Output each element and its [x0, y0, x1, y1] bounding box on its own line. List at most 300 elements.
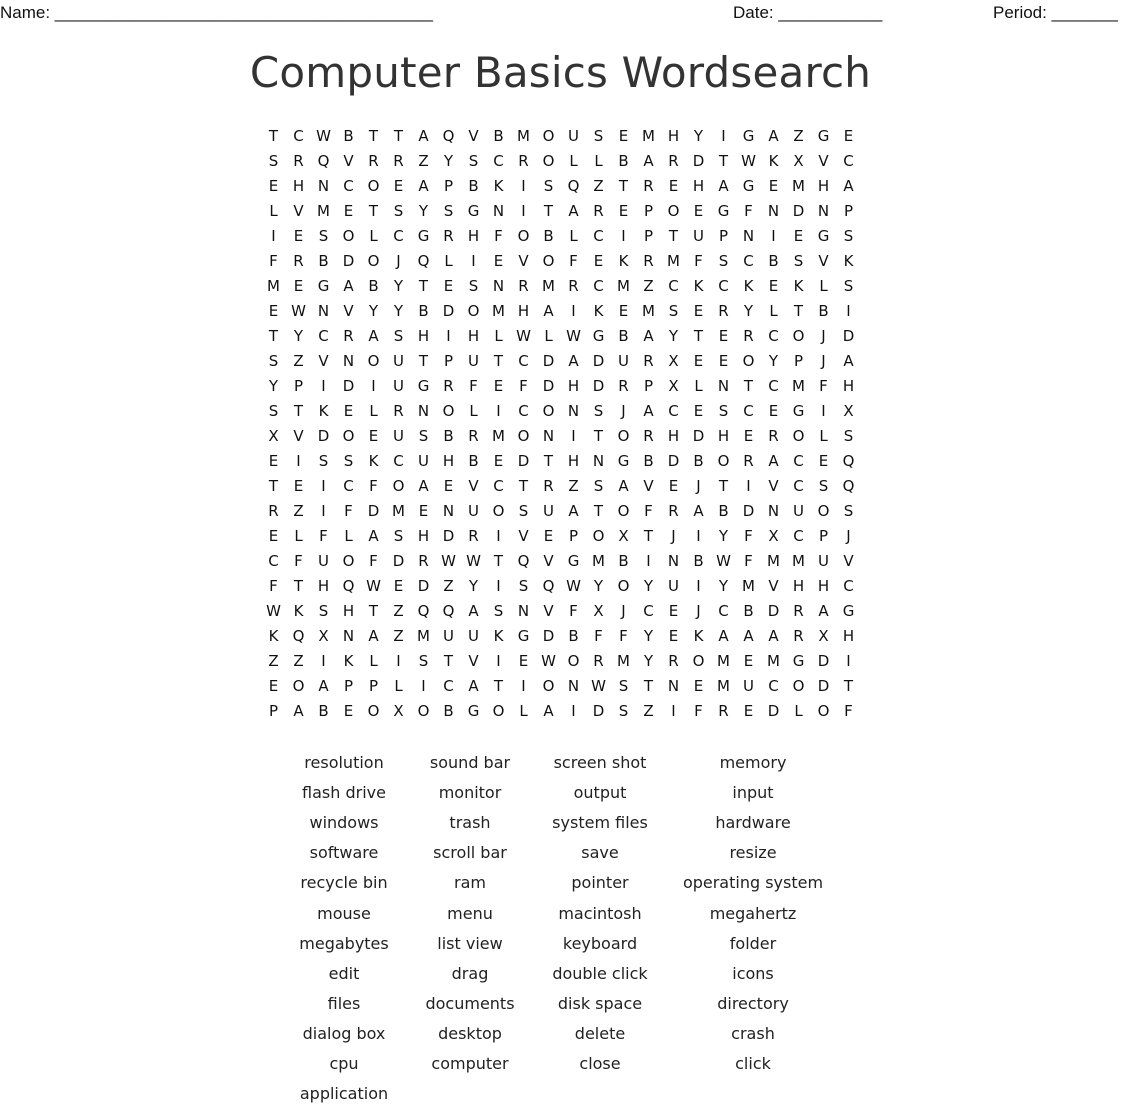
grid-row — [261, 249, 861, 274]
grid-letter: N — [567, 402, 580, 420]
grid-letter: E — [693, 402, 704, 420]
grid-letter: D — [517, 452, 530, 470]
grid-letter: F — [619, 627, 628, 645]
grid-letter: R — [718, 302, 729, 320]
grid-letter: C — [743, 402, 754, 420]
grid-letter: U — [568, 127, 579, 145]
grid-letter: C — [768, 377, 779, 395]
grid-letter: V — [343, 152, 354, 170]
grid-letter: P — [568, 527, 579, 545]
grid-letter: R — [743, 327, 754, 345]
grid-letter: W — [316, 127, 331, 145]
grid-letter: G — [842, 602, 855, 620]
word-list-item: list view — [437, 933, 503, 953]
grid-letter: Q — [567, 177, 580, 195]
grid-letter: R — [668, 652, 679, 670]
grid-letter: S — [318, 452, 329, 470]
grid-letter: K — [693, 627, 704, 645]
grid-letter: E — [668, 177, 679, 195]
grid-letter: R — [643, 252, 654, 270]
grid-letter: C — [643, 602, 654, 620]
grid-letter: Q — [542, 577, 555, 595]
grid-letter: C — [668, 277, 679, 295]
grid-letter: E — [718, 327, 729, 345]
grid-letter: H — [342, 602, 355, 620]
grid-letter: H — [792, 577, 805, 595]
grid-letter: Q — [442, 127, 455, 145]
grid-letter: E — [443, 477, 454, 495]
grid-letter: A — [543, 302, 554, 320]
grid-letter: L — [494, 327, 503, 345]
grid-letter: I — [321, 502, 326, 520]
grid-letter: K — [768, 152, 779, 170]
grid-letter: F — [269, 252, 278, 270]
grid-letter: I — [521, 677, 526, 695]
grid-letter: E — [368, 427, 379, 445]
grid-letter: A — [568, 502, 579, 520]
grid-letter: I — [371, 377, 376, 395]
grid-letter: U — [443, 627, 454, 645]
grid-letter: Y — [393, 302, 404, 320]
grid-letter: V — [518, 527, 529, 545]
grid-letter: V — [818, 252, 829, 270]
grid-letter: J — [621, 402, 626, 420]
grid-letter: M — [517, 127, 530, 145]
grid-letter: X — [768, 527, 779, 545]
grid-letter: I — [746, 477, 751, 495]
grid-row — [261, 599, 861, 624]
grid-letter: O — [717, 452, 730, 470]
grid-letter: I — [821, 402, 826, 420]
grid-letter: C — [318, 327, 329, 345]
grid-letter: B — [818, 302, 829, 320]
grid-letter: R — [568, 277, 579, 295]
grid-letter: C — [793, 452, 804, 470]
grid-letter: R — [543, 477, 554, 495]
grid-letter: S — [318, 602, 329, 620]
grid-letter: E — [743, 427, 754, 445]
grid-letter: A — [718, 627, 729, 645]
grid-letter: F — [819, 377, 828, 395]
grid-letter: L — [594, 152, 603, 170]
grid-letter: V — [543, 552, 554, 570]
grid-letter: U — [418, 452, 429, 470]
grid-letter: R — [768, 427, 779, 445]
grid-letter: I — [396, 652, 401, 670]
grid-letter: A — [768, 452, 779, 470]
grid-letter: N — [717, 377, 730, 395]
grid-letter: S — [268, 352, 279, 370]
grid-letter: E — [793, 227, 804, 245]
grid-letter: A — [343, 277, 354, 295]
grid-letter: W — [716, 552, 731, 570]
grid-letter: O — [542, 402, 555, 420]
grid-letter: E — [768, 277, 779, 295]
grid-letter: T — [293, 577, 304, 595]
grid-row — [261, 474, 861, 499]
grid-letter: E — [693, 677, 704, 695]
grid-letter: A — [293, 702, 304, 720]
grid-letter: P — [643, 377, 654, 395]
grid-letter: L — [444, 252, 453, 270]
word-list-item: mouse — [317, 903, 371, 923]
grid-letter: I — [671, 702, 676, 720]
grid-letter: O — [367, 352, 380, 370]
word-list-item: resolution — [304, 753, 384, 772]
grid-letter: A — [843, 177, 854, 195]
word-list-item: monitor — [438, 783, 502, 803]
grid-letter: B — [318, 252, 329, 270]
word-list-item: input — [732, 783, 774, 803]
grid-letter: F — [294, 552, 303, 570]
grid-letter: A — [818, 602, 829, 620]
grid-letter: D — [792, 202, 805, 220]
grid-letter: O — [792, 327, 805, 345]
grid-letter: I — [496, 402, 501, 420]
grid-letter: C — [593, 277, 604, 295]
grid-letter: T — [268, 127, 279, 145]
word-list-item: files — [327, 993, 361, 1013]
grid-row — [261, 549, 861, 574]
grid-letter: O — [342, 227, 355, 245]
grid-letter: M — [792, 552, 805, 570]
grid-letter: D — [342, 377, 355, 395]
grid-letter: Y — [643, 627, 654, 645]
grid-row — [261, 499, 861, 524]
grid-letter: H — [667, 127, 680, 145]
grid-letter: C — [343, 177, 354, 195]
grid-letter: H — [692, 177, 705, 195]
grid-letter: Q — [292, 627, 305, 645]
grid-letter: A — [318, 677, 329, 695]
grid-letter: E — [618, 127, 629, 145]
grid-letter: E — [268, 177, 279, 195]
word-list-item: drag — [451, 963, 489, 983]
word-list-item: keyboard — [562, 933, 638, 953]
grid-letter: Y — [293, 327, 304, 345]
grid-letter: G — [417, 377, 430, 395]
grid-letter: A — [468, 677, 479, 695]
grid-letter: F — [369, 552, 378, 570]
grid-letter: R — [593, 652, 604, 670]
grid-letter: C — [443, 677, 454, 695]
grid-letter: P — [718, 227, 729, 245]
grid-letter: I — [696, 577, 701, 595]
grid-letter: A — [768, 627, 779, 645]
grid-letter: G — [467, 202, 480, 220]
grid-letter: C — [743, 252, 754, 270]
grid-letter: D — [442, 527, 455, 545]
grid-letter: R — [343, 327, 354, 345]
grid-letter: D — [367, 502, 380, 520]
grid-letter: M — [392, 502, 405, 520]
grid-letter: E — [293, 227, 304, 245]
grid-letter: W — [266, 602, 281, 620]
grid-letter: S — [268, 402, 279, 420]
grid-letter: V — [818, 152, 829, 170]
grid-letter: U — [668, 577, 679, 595]
grid-letter: B — [568, 627, 579, 645]
grid-letter: D — [692, 427, 705, 445]
grid-letter: D — [842, 327, 855, 345]
grid-letter: F — [744, 527, 753, 545]
grid-letter: D — [542, 352, 555, 370]
grid-letter: S — [843, 227, 854, 245]
word-list-item: ram — [454, 873, 486, 893]
grid-letter: H — [442, 452, 455, 470]
grid-letter: K — [293, 602, 304, 620]
grid-letter: P — [268, 702, 279, 720]
grid-letter: I — [521, 202, 526, 220]
grid-row — [261, 699, 861, 724]
grid-row — [261, 424, 861, 449]
grid-letter: N — [317, 302, 330, 320]
grid-letter: K — [618, 252, 629, 270]
word-list-item: double click — [552, 963, 648, 983]
grid-letter: E — [343, 702, 354, 720]
grid-letter: M — [717, 677, 730, 695]
grid-letter: X — [268, 427, 279, 445]
grid-row — [261, 449, 861, 474]
grid-letter: W — [516, 327, 531, 345]
grid-letter: L — [369, 652, 378, 670]
grid-letter: U — [618, 352, 629, 370]
grid-letter: T — [743, 377, 754, 395]
grid-letter: K — [593, 302, 604, 320]
grid-letter: A — [618, 477, 629, 495]
grid-letter: I — [496, 527, 501, 545]
grid-row — [261, 199, 861, 224]
grid-letter: F — [269, 577, 278, 595]
grid-letter: D — [317, 427, 330, 445]
grid-letter: Y — [718, 527, 729, 545]
grid-letter: E — [693, 352, 704, 370]
word-list-item: disk space — [557, 993, 643, 1013]
grid-letter: J — [671, 527, 676, 545]
grid-letter: Z — [293, 652, 304, 670]
grid-letter: W — [291, 302, 306, 320]
grid-letter: P — [443, 352, 454, 370]
grid-letter: T — [643, 677, 654, 695]
word-list-item: menu — [447, 903, 493, 923]
grid-letter: C — [768, 327, 779, 345]
grid-letter: H — [317, 577, 330, 595]
grid-letter: B — [343, 127, 354, 145]
grid-letter: A — [368, 527, 379, 545]
grid-letter: I — [646, 552, 651, 570]
grid-row — [261, 224, 861, 249]
grid-letter: A — [418, 477, 429, 495]
grid-letter: B — [618, 552, 629, 570]
grid-letter: E — [293, 477, 304, 495]
grid-letter: D — [592, 352, 605, 370]
grid-letter: Z — [293, 502, 304, 520]
grid-letter: A — [643, 152, 654, 170]
word-list-item: application — [299, 1084, 389, 1104]
grid-letter: H — [817, 177, 830, 195]
grid-letter: A — [643, 402, 654, 420]
grid-letter: D — [767, 602, 780, 620]
grid-letter: V — [543, 602, 554, 620]
word-list-item: sound bar — [429, 753, 511, 772]
grid-letter: T — [718, 477, 729, 495]
grid-letter: M — [267, 277, 280, 295]
grid-letter: H — [667, 427, 680, 445]
grid-letter: M — [742, 577, 755, 595]
grid-letter: S — [468, 152, 479, 170]
grid-letter: O — [492, 702, 505, 720]
grid-letter: H — [567, 452, 580, 470]
grid-letter: A — [568, 202, 579, 220]
word-list-item: operating system — [682, 873, 824, 893]
grid-letter: G — [567, 552, 580, 570]
grid-letter: R — [293, 252, 304, 270]
grid-letter: U — [468, 502, 479, 520]
grid-letter: U — [393, 352, 404, 370]
grid-letter: U — [743, 677, 754, 695]
word-list-item: flash drive — [302, 783, 386, 803]
grid-letter: I — [571, 427, 576, 445]
grid-letter: S — [793, 252, 804, 270]
grid-letter: L — [269, 202, 278, 220]
grid-letter: L — [794, 702, 803, 720]
grid-letter: B — [743, 602, 754, 620]
grid-letter: O — [542, 152, 555, 170]
grid-letter: G — [417, 227, 430, 245]
grid-letter: B — [643, 452, 654, 470]
grid-letter: M — [792, 377, 805, 395]
grid-letter: T — [593, 427, 604, 445]
grid-letter: C — [843, 577, 854, 595]
grid-letter: S — [843, 277, 854, 295]
grid-letter: M — [417, 627, 430, 645]
grid-letter: C — [393, 452, 404, 470]
grid-letter: K — [793, 277, 804, 295]
grid-letter: J — [696, 477, 701, 495]
grid-letter: O — [542, 127, 555, 145]
grid-letter: C — [718, 277, 729, 295]
word-list-item: output — [573, 783, 627, 803]
word-list-item: save — [581, 843, 619, 863]
grid-letter: I — [721, 127, 726, 145]
grid-letter: W — [566, 327, 581, 345]
word-list-item: crash — [731, 1023, 775, 1043]
grid-letter: E — [843, 127, 854, 145]
grid-letter: X — [318, 627, 329, 645]
grid-letter: N — [442, 502, 455, 520]
grid-letter: V — [643, 477, 654, 495]
grid-letter: V — [343, 302, 354, 320]
grid-letter: H — [842, 627, 855, 645]
grid-row — [261, 374, 861, 399]
grid-letter: E — [268, 452, 279, 470]
grid-letter: U — [693, 227, 704, 245]
grid-letter: E — [693, 302, 704, 320]
word-list-item: desktop — [438, 1023, 502, 1043]
grid-letter: Y — [418, 202, 429, 220]
grid-letter: I — [321, 652, 326, 670]
grid-letter: D — [592, 702, 605, 720]
grid-letter: F — [569, 602, 578, 620]
grid-row — [261, 399, 861, 424]
word-list-item: dialog box — [302, 1023, 386, 1043]
grid-letter: R — [643, 177, 654, 195]
grid-letter: G — [817, 127, 830, 145]
grid-letter: L — [819, 277, 828, 295]
grid-letter: R — [443, 377, 454, 395]
grid-letter: R — [443, 227, 454, 245]
grid-letter: V — [518, 252, 529, 270]
grid-letter: O — [392, 477, 405, 495]
grid-letter: O — [492, 502, 505, 520]
word-list-item: recycle bin — [300, 873, 388, 893]
grid-letter: O — [442, 402, 455, 420]
grid-letter: F — [844, 702, 853, 720]
grid-letter: P — [793, 352, 804, 370]
grid-letter: V — [468, 477, 479, 495]
grid-letter: S — [618, 677, 629, 695]
grid-letter: S — [718, 402, 729, 420]
grid-letter: P — [293, 377, 304, 395]
grid-letter: N — [542, 427, 555, 445]
grid-letter: Z — [418, 152, 429, 170]
grid-letter: O — [542, 252, 555, 270]
grid-letter: J — [396, 252, 401, 270]
grid-letter: F — [644, 502, 653, 520]
grid-letter: C — [343, 477, 354, 495]
grid-letter: T — [493, 677, 504, 695]
grid-row — [261, 624, 861, 649]
grid-letter: N — [417, 402, 430, 420]
grid-letter: E — [618, 302, 629, 320]
word-list-item: computer — [431, 1054, 509, 1073]
grid-letter: O — [742, 352, 755, 370]
grid-letter: Z — [443, 577, 454, 595]
grid-letter: A — [768, 127, 779, 145]
grid-letter: Z — [643, 277, 654, 295]
grid-letter: S — [343, 452, 354, 470]
grid-letter: E — [268, 677, 279, 695]
grid-letter: G — [742, 177, 755, 195]
grid-letter: K — [493, 627, 504, 645]
grid-letter: H — [417, 527, 430, 545]
grid-letter: N — [817, 202, 830, 220]
grid-letter: T — [418, 277, 429, 295]
grid-letter: Y — [643, 577, 654, 595]
grid-letter: Y — [643, 652, 654, 670]
grid-letter: K — [368, 452, 379, 470]
grid-letter: S — [843, 427, 854, 445]
grid-letter: E — [268, 527, 279, 545]
grid-letter: L — [519, 702, 528, 720]
grid-letter: E — [418, 502, 429, 520]
grid-letter: O — [517, 427, 530, 445]
grid-letter: Z — [793, 127, 804, 145]
grid-letter: O — [792, 427, 805, 445]
grid-letter: C — [718, 602, 729, 620]
grid-letter: E — [593, 252, 604, 270]
grid-letter: T — [293, 402, 304, 420]
grid-letter: T — [368, 127, 379, 145]
grid-letter: T — [618, 177, 629, 195]
grid-letter: F — [344, 502, 353, 520]
grid-letter: W — [741, 152, 756, 170]
grid-letter: T — [368, 202, 379, 220]
grid-letter: L — [569, 152, 578, 170]
grid-letter: C — [493, 152, 504, 170]
grid-letter: P — [643, 202, 654, 220]
grid-letter: X — [843, 402, 854, 420]
